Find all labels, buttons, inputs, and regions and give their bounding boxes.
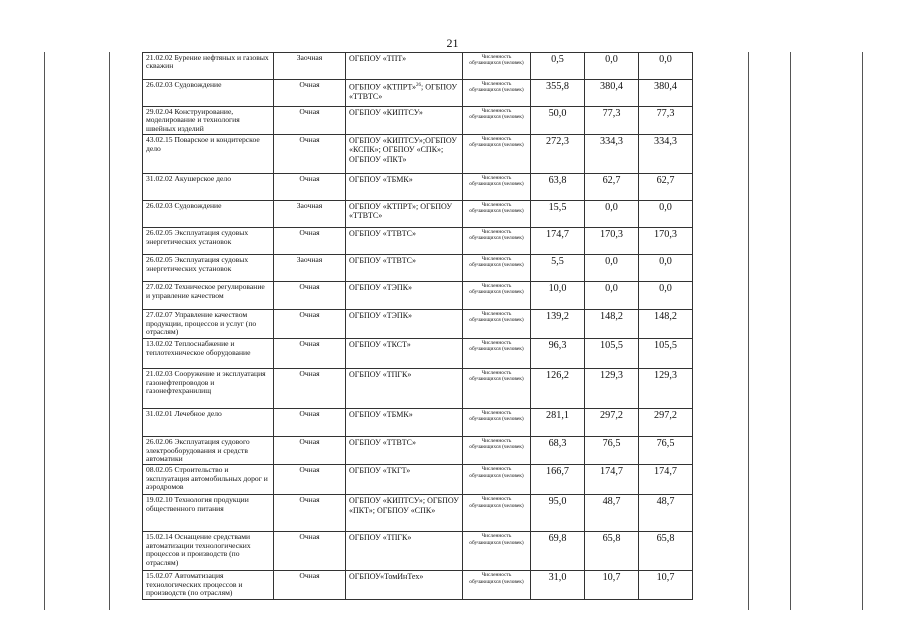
specialty-cell: 31.02.01 Лечебное дело <box>143 409 274 437</box>
value-cell-2: 129,3 <box>585 369 639 409</box>
value-cell-1: 272,3 <box>531 135 585 174</box>
institution-cell <box>346 107 463 135</box>
table-row <box>143 532 693 571</box>
institution-text: ОГБПОУ «КИПТСУ» <box>349 108 423 117</box>
table-row <box>143 201 693 228</box>
institution-text: ОГБПОУ «ТБМК» <box>349 175 413 185</box>
institution-cell <box>346 437 463 465</box>
indicator-cell: Численность обучающихся (человек) <box>463 135 531 174</box>
value-cell-2: 65,8 <box>585 532 639 571</box>
indicators-table <box>142 52 693 600</box>
indicator-cell: Численность обучающихся (человек) <box>463 228 531 255</box>
value-cell-3: 129,3 <box>639 369 693 409</box>
value-cell-3: 77,3 <box>639 107 693 135</box>
institution-text: ОГБПОУ «КТПРТ»; ОГБПОУ «ТТВТС» <box>349 202 452 221</box>
value-cell-2: 334,3 <box>585 135 639 174</box>
institution-cell <box>346 80 463 107</box>
institution-text: ОГБПОУ «ТТВТС» <box>349 229 416 239</box>
institution-text: ОГБПОУ «КИПТСУ»; ОГБПОУ «ПКТ»; ОГБПОУ «СПК» <box>349 496 459 515</box>
specialty-cell: 21.02.03 Сооружение и эксплуатация газонефтепроводов и газонефтехранилищ <box>143 369 274 409</box>
value-cell-3: 65,8 <box>639 532 693 571</box>
specialty-cell: 27.02.07 Управление качеством продукции, процессов и услуг (по отраслям) <box>143 310 274 339</box>
institution-cell <box>346 310 463 339</box>
value-cell-2: 174,7 <box>585 465 639 495</box>
specialty-cell: 29.02.04 Конструирование, моделирование и технология швейных изделий <box>143 107 274 135</box>
indicator-cell: Численность обучающихся (человек) <box>463 339 531 369</box>
table-row <box>143 135 693 174</box>
study-form-cell: Очная <box>274 282 346 310</box>
specialty-cell: 26.02.05 Эксплуатация судовых энергетических установок <box>143 255 274 282</box>
footnote-mark: 26 <box>416 83 421 88</box>
value-cell-3: 380,4 <box>639 80 693 107</box>
specialty-cell: 31.02.02 Акушерское дело <box>143 174 274 201</box>
value-cell-1: 281,1 <box>531 409 585 437</box>
value-cell-1: 0,5 <box>531 53 585 80</box>
specialty-cell: 26.02.06 Эксплуатация судового электрооборудования и средств автоматики <box>143 437 274 465</box>
table-row <box>143 339 693 369</box>
value-cell-2: 77,3 <box>585 107 639 135</box>
table-row <box>143 255 693 282</box>
study-form-cell: Очная <box>274 80 346 107</box>
indicator-cell: Численность обучающихся (человек) <box>463 310 531 339</box>
left-margin-rule-2 <box>109 52 110 610</box>
institution-text: ОГБПОУ «ТКГТ» <box>349 466 411 476</box>
table-row <box>143 228 693 255</box>
institution-text: ОГБПОУ «ТТВТС» <box>349 438 416 448</box>
table-row <box>143 107 693 135</box>
value-cell-2: 10,7 <box>585 571 639 599</box>
value-cell-3: 0,0 <box>639 201 693 228</box>
institution-cell <box>346 339 463 369</box>
study-form-cell: Очная <box>274 409 346 437</box>
study-form-cell: Очная <box>274 495 346 532</box>
study-form-cell: Заочная <box>274 53 346 80</box>
value-cell-3: 105,5 <box>639 339 693 369</box>
value-cell-3: 297,2 <box>639 409 693 437</box>
value-cell-1: 5,5 <box>531 255 585 282</box>
indicator-cell: Численность обучающихся (человек) <box>463 532 531 571</box>
specialty-cell: 43.02.15 Поварское и кондитерское дело <box>143 135 274 174</box>
value-cell-2: 62,7 <box>585 174 639 201</box>
institution-text: ОГБПОУ «КИПТСУ»;ОГБПОУ «КСПК»; ОГБПОУ «СПК»; ОГБПОУ «ПКТ» <box>349 136 457 164</box>
table-row <box>143 282 693 310</box>
right-rule-1 <box>748 52 749 610</box>
right-rule-2 <box>790 52 791 610</box>
institution-cell <box>346 495 463 532</box>
table-row <box>143 571 693 599</box>
value-cell-3: 0,0 <box>639 282 693 310</box>
study-form-cell: Очная <box>274 135 346 174</box>
value-cell-1: 139,2 <box>531 310 585 339</box>
value-cell-3: 10,7 <box>639 571 693 599</box>
value-cell-1: 174,7 <box>531 228 585 255</box>
institution-cell <box>346 135 463 174</box>
page-number: 21 <box>446 36 459 50</box>
table-row <box>143 465 693 495</box>
value-cell-1: 126,2 <box>531 369 585 409</box>
value-cell-2: 170,3 <box>585 228 639 255</box>
indicator-cell: Численность обучающихся (человек) <box>463 255 531 282</box>
study-form-cell: Очная <box>274 107 346 135</box>
indicator-cell: Численность обучающихся (человек) <box>463 107 531 135</box>
indicator-cell: Численность обучающихся (человек) <box>463 465 531 495</box>
value-cell-1: 68,3 <box>531 437 585 465</box>
indicator-cell: Численность обучающихся (человек) <box>463 495 531 532</box>
value-cell-3: 76,5 <box>639 437 693 465</box>
specialty-cell: 27.02.02 Техническое регулирование и управление качеством <box>143 282 274 310</box>
institution-cell <box>346 53 463 80</box>
value-cell-2: 0,0 <box>585 282 639 310</box>
value-cell-1: 31,0 <box>531 571 585 599</box>
institution-text-tail: ; ОГБПОУ «ТТВТС» <box>349 82 457 101</box>
value-cell-1: 10,0 <box>531 282 585 310</box>
institution-cell <box>346 201 463 228</box>
value-cell-1: 355,8 <box>531 80 585 107</box>
value-cell-1: 63,8 <box>531 174 585 201</box>
table-row <box>143 80 693 107</box>
left-margin-rule <box>44 52 45 610</box>
value-cell-2: 148,2 <box>585 310 639 339</box>
institution-cell <box>346 369 463 409</box>
value-cell-3: 334,3 <box>639 135 693 174</box>
indicator-cell: Численность обучающихся (человек) <box>463 369 531 409</box>
study-form-cell: Очная <box>274 174 346 201</box>
indicator-cell: Численность обучающихся (человек) <box>463 80 531 107</box>
table-row <box>143 409 693 437</box>
value-cell-1: 166,7 <box>531 465 585 495</box>
table-row <box>143 495 693 532</box>
value-cell-2: 0,0 <box>585 53 639 80</box>
institution-text: ОГБПОУ «ТЭПК» <box>349 283 413 293</box>
value-cell-1: 69,8 <box>531 532 585 571</box>
value-cell-1: 95,0 <box>531 495 585 532</box>
value-cell-3: 0,0 <box>639 53 693 80</box>
study-form-cell: Очная <box>274 339 346 369</box>
specialty-cell: 15.02.07 Автоматизация технологических процессов и производств (по отраслям) <box>143 571 274 599</box>
institution-cell <box>346 571 463 599</box>
institution-cell <box>346 465 463 495</box>
value-cell-1: 15,5 <box>531 201 585 228</box>
indicator-cell: Численность обучающихся (человек) <box>463 437 531 465</box>
value-cell-3: 174,7 <box>639 465 693 495</box>
study-form-cell: Очная <box>274 571 346 599</box>
specialty-cell: 26.02.03 Судовождение <box>143 80 274 107</box>
study-form-cell: Очная <box>274 369 346 409</box>
value-cell-3: 62,7 <box>639 174 693 201</box>
institution-text: ОГБПОУ «ТКСТ» <box>349 340 411 350</box>
specialty-cell: 26.02.05 Эксплуатация судовых энергетических установок <box>143 228 274 255</box>
value-cell-2: 0,0 <box>585 201 639 228</box>
indicator-cell: Численность обучающихся (человек) <box>463 282 531 310</box>
indicator-cell: Численность обучающихся (человек) <box>463 571 531 599</box>
institution-cell <box>346 228 463 255</box>
institution-text: ОГБПОУ «ТПТ» <box>349 54 407 63</box>
right-rule-3 <box>862 52 863 610</box>
institution-text: ОГБПОУ «ТТВТС» <box>349 256 416 266</box>
specialty-cell: 21.02.02 Бурение нефтяных и газовых скважин <box>143 53 274 80</box>
value-cell-2: 380,4 <box>585 80 639 107</box>
value-cell-2: 76,5 <box>585 437 639 465</box>
institution-cell <box>346 409 463 437</box>
institution-cell <box>346 532 463 571</box>
value-cell-2: 0,0 <box>585 255 639 282</box>
study-form-cell: Очная <box>274 228 346 255</box>
table-row <box>143 437 693 465</box>
institution-cell <box>346 174 463 201</box>
study-form-cell: Очная <box>274 532 346 571</box>
value-cell-3: 48,7 <box>639 495 693 532</box>
specialty-cell: 19.02.10 Технология продукции общественного питания <box>143 495 274 532</box>
value-cell-3: 170,3 <box>639 228 693 255</box>
institution-text: ОГБПОУ «ТПГК» <box>349 533 412 543</box>
study-form-cell: Очная <box>274 465 346 495</box>
study-form-cell: Заочная <box>274 255 346 282</box>
indicator-cell: Численность обучающихся (человек) <box>463 174 531 201</box>
specialty-cell: 13.02.02 Теплоснабжение и теплотехническое оборудование <box>143 339 274 369</box>
specialty-cell: 15.02.14 Оснащение средствами автоматизации технологических процессов и производств (по отраслям) <box>143 532 274 571</box>
institution-text: ОГБПОУ«ТомИнТех» <box>349 572 424 582</box>
indicator-cell: Численность обучающихся (человек) <box>463 53 531 80</box>
table-row <box>143 310 693 339</box>
specialty-cell: 08.02.05 Строительство и эксплуатация автомобильных дорог и аэродромов <box>143 465 274 495</box>
table-row <box>143 53 693 80</box>
institution-text: ОГБПОУ «ТЭПК» <box>349 311 413 321</box>
value-cell-2: 297,2 <box>585 409 639 437</box>
specialty-cell: 26.02.03 Судовождение <box>143 201 274 228</box>
institution-cell <box>346 282 463 310</box>
value-cell-2: 105,5 <box>585 339 639 369</box>
institution-text: ОГБПОУ «ТБМК» <box>349 410 413 420</box>
indicator-cell: Численность обучающихся (человек) <box>463 409 531 437</box>
institution-text: ОГБПОУ «ТПГК» <box>349 370 412 380</box>
value-cell-3: 0,0 <box>639 255 693 282</box>
study-form-cell: Очная <box>274 437 346 465</box>
value-cell-1: 96,3 <box>531 339 585 369</box>
table-row <box>143 174 693 201</box>
value-cell-3: 148,2 <box>639 310 693 339</box>
study-form-cell: Очная <box>274 310 346 339</box>
indicator-cell: Численность обучающихся (человек) <box>463 201 531 228</box>
value-cell-1: 50,0 <box>531 107 585 135</box>
institution-text: ОГБПОУ «КТПРТ» <box>349 82 416 92</box>
value-cell-2: 48,7 <box>585 495 639 532</box>
study-form-cell: Заочная <box>274 201 346 228</box>
table-row <box>143 369 693 409</box>
institution-cell <box>346 255 463 282</box>
